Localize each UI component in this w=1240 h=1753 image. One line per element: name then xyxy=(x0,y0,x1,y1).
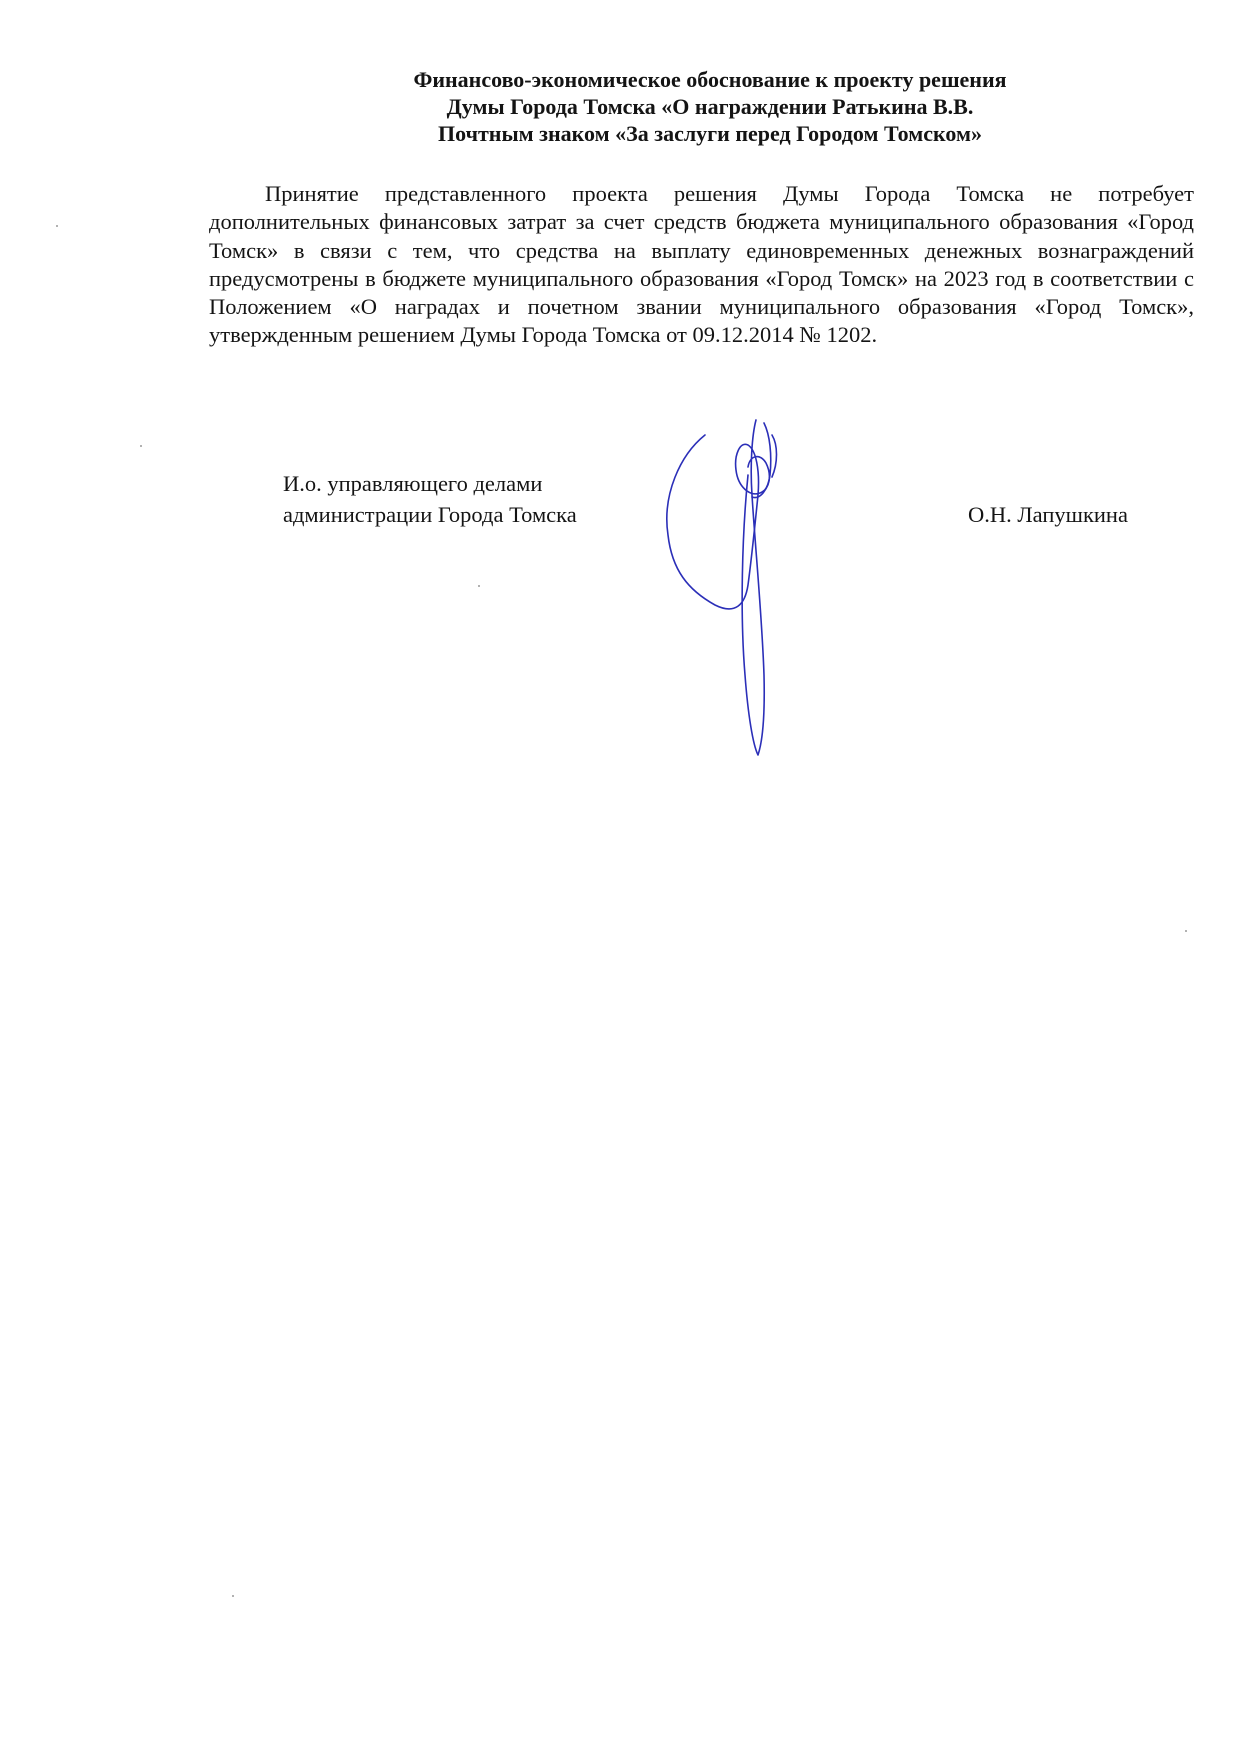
position-line-1: И.о. управляющего делами xyxy=(283,471,543,496)
position-line-2: администрации Города Томска xyxy=(283,502,577,527)
title-line-1: Финансово-экономическое обоснование к проекту решения xyxy=(413,67,1007,92)
signature-stroke-loop xyxy=(742,420,764,755)
title-line-2: Думы Города Томска «О награждении Ратькина В.В. xyxy=(446,94,974,119)
scan-speck xyxy=(232,1595,234,1597)
handwritten-signature xyxy=(660,415,820,765)
document-title xyxy=(300,66,1120,147)
title-line-3: Почтным знаком «За заслуги перед Городом Томском» xyxy=(438,121,982,146)
scan-speck xyxy=(1185,930,1187,932)
scan-speck xyxy=(478,585,480,587)
signatory-position xyxy=(283,468,577,530)
scan-speck xyxy=(140,445,142,447)
body-paragraph: Принятие представленного проекта решения Думы Города Томска не потребует дополнительных финансовых затрат за счет средств бюджета муниципального образования «Город Томск» в связи с тем, что средства на выплату единовременных денежных вознаграждений предусмотрены в бюджете муниципального образования «Город Томск» на 2023 год в соответствии с Положением «О наградах и почетном звании муниципального образования «Город Томск», утвержденным решением Думы Города Томска от 09.12.2014 № 1202. xyxy=(209,181,1194,348)
scan-speck xyxy=(56,225,58,227)
signer-name: О.Н. Лапушкина xyxy=(968,502,1128,527)
